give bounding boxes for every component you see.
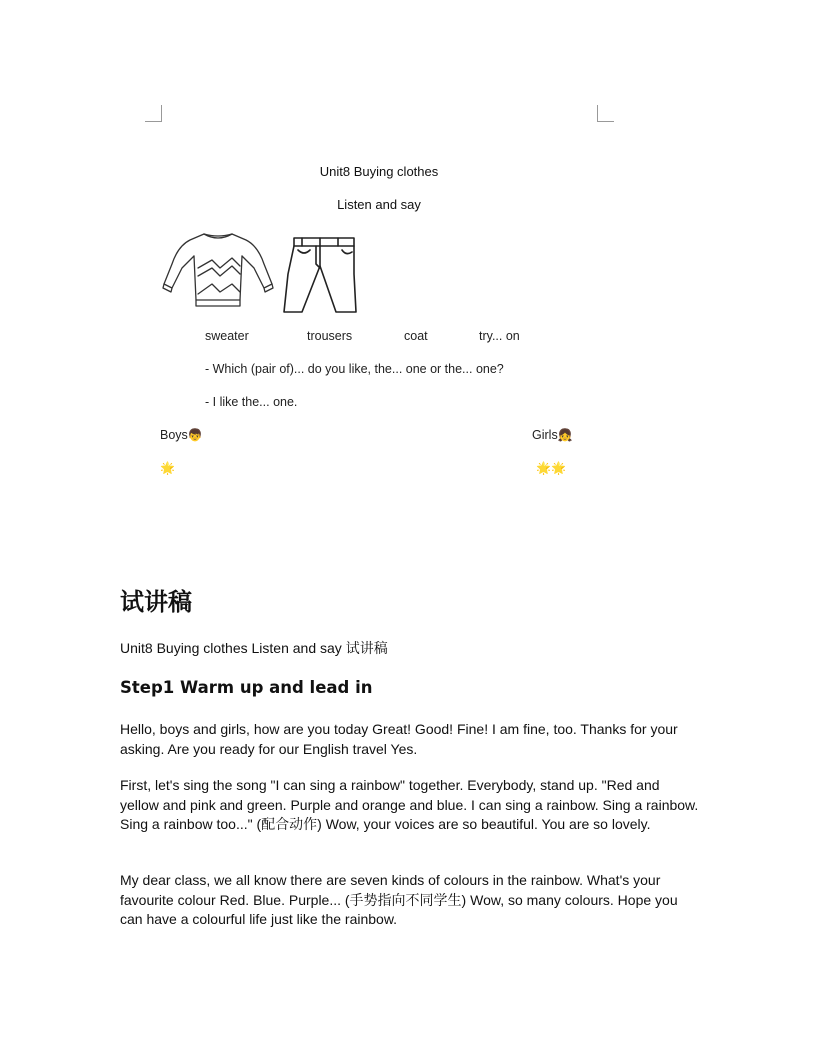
- girls-star-icon: 🌟🌟: [536, 461, 566, 475]
- vocab-trousers: trousers: [307, 329, 353, 343]
- vocab-coat: coat: [404, 329, 428, 343]
- doc-subtitle: Unit8 Buying clothes Listen and say 试讲稿: [120, 640, 388, 656]
- sweater-illustration: [160, 228, 276, 312]
- girls-label: Girls: [532, 428, 558, 442]
- boy-icon: 👦: [187, 428, 203, 442]
- boys-star-icon: 🌟: [160, 461, 175, 475]
- page-corner-mark-top-right: [597, 105, 614, 122]
- paragraph-3: My dear class, we all know there are seven kinds of colours in the rainbow. What's your favourite colour Red. Blue. Purple... (手势指向不同学生) Wow, so many colours. Hope you can have a colourful life just like the rainbow.: [120, 872, 678, 927]
- page-corner-mark-top-left: [145, 105, 162, 122]
- slide-title: Unit8 Buying clothes: [319, 164, 439, 179]
- vocab-sweater: sweater: [205, 329, 249, 343]
- answer-pattern: - I like the... one.: [205, 395, 298, 409]
- step1-heading: Step1 Warm up and lead in: [120, 678, 373, 697]
- girls-team: [532, 428, 573, 442]
- boys-team: [160, 428, 203, 442]
- slide-subtitle: Listen and say: [337, 197, 421, 212]
- paragraph-2: First, let's sing the song "I can sing a rainbow" together. Everybody, stand up. "Red and yellow and pink and green. Purple and orange and blue. I can sing a rainbow. Sing a rainbow. Sing a rainbow too..." (配合动作) Wow, your voices are so beautiful. You are so lovely.: [120, 777, 699, 832]
- doc-heading: 试讲稿: [120, 588, 192, 616]
- question-pattern: - Which (pair of)... do you like, the... one or the... one?: [205, 362, 504, 376]
- paragraph-1: Hello, boys and girls, how are you today Great! Good! Fine! I am fine, too. Thanks for your asking. Are you ready for our English travel Yes.: [120, 721, 678, 757]
- boys-label: Boys: [160, 428, 188, 442]
- trousers-illustration: [280, 234, 364, 316]
- vocab-try-on: try... on: [479, 329, 520, 343]
- girl-icon: 👧: [557, 428, 573, 442]
